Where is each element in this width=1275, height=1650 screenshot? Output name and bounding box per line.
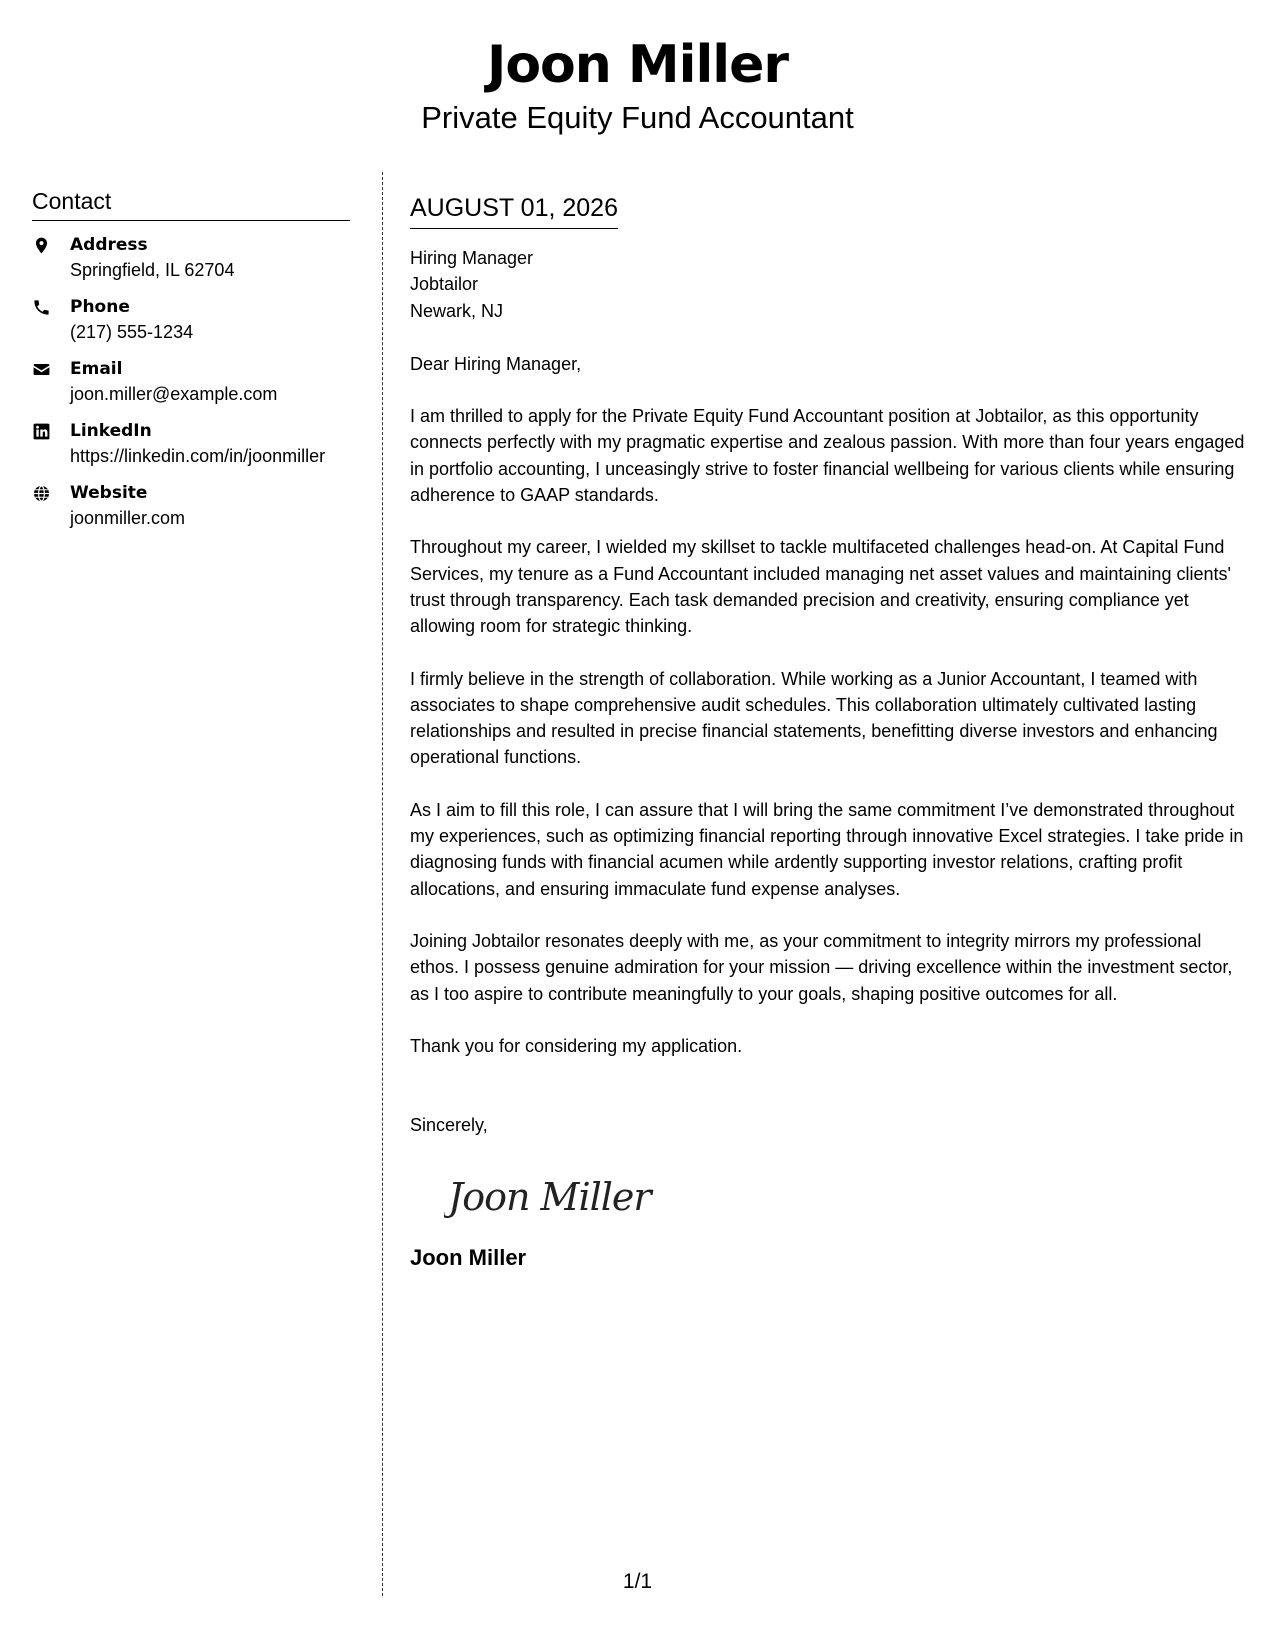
linkedin-icon [32, 419, 70, 441]
applicant-name: Joon Miller [486, 35, 789, 95]
envelope-icon [32, 357, 70, 379]
recipient-line: Hiring Manager [410, 248, 534, 268]
globe-icon [32, 481, 70, 503]
contact-item-website [32, 481, 350, 531]
signature-text: Joon Miller [448, 1175, 651, 1220]
cover-letter-body [410, 192, 1250, 1272]
contact-label: Address [70, 235, 148, 255]
recipient-line: Jobtailor [410, 274, 479, 295]
letter-paragraph: I am thrilled to apply for the Private Equity Fund Accountant position at Jobtailor, as this opportunity connects perfectly with my pragmatic expertise and zealous passion. With more than four years engaged in portfolio accounting, I unceasingly strive to foster financial wellbeing for various clients while ensuring adherence to GAAP standards. [410, 406, 1245, 506]
contact-value-website[interactable]: joonmiller.com [70, 508, 186, 528]
contact-label: Email [70, 359, 123, 379]
contact-value-email: joon.miller@example.com [70, 384, 278, 404]
job-title: Private Equity Fund Accountant [421, 100, 854, 135]
contact-list [32, 233, 350, 531]
contact-value-address: Springfield, IL 62704 [70, 260, 235, 280]
contact-label: LinkedIn [70, 421, 152, 441]
contact-label: Website [70, 483, 148, 503]
contact-value-phone: (217) 555-1234 [70, 322, 194, 342]
signer-name: Joon Miller [410, 1245, 527, 1271]
contact-sidebar [32, 186, 350, 543]
letter-paragraph: I firmly believe in the strength of collaboration. While working as a Junior Accountant, I teamed with associates to shape comprehensive audit schedules. This collaboration ultimately cultivated lasting relationships and resulted in precise financial statements, benefitting diverse investors and enhancing operational functions. [410, 668, 1218, 768]
map-pin-icon [32, 233, 70, 255]
letter-paragraph: As I aim to fill this role, I can assure that I will bring the same commitment I’ve demonstrated throughout my experiences, such as optimizing financial reporting through innovative Excel strategies. I take pride in diagnosing funds with financial acumen while ardently supporting investor relations, crafting profit allocations, and ensuring immaculate fund expense analyses. [410, 799, 1244, 899]
salutation: Dear Hiring Manager, [410, 353, 582, 374]
page-number: 1/1 [622, 1570, 653, 1593]
recipient-block [410, 245, 1250, 324]
letter-paragraph: Joining Jobtailor resonates deeply with me, as your commitment to integrity mirrors my professional ethos. I possess genuine admiration for your mission — driving excellence within the investment sector, as I too aspire to contribute meaningfully to your goals, shaping positive outcomes for all. [410, 930, 1233, 1004]
recipient-line: Newark, NJ [410, 300, 504, 321]
contact-item-phone [32, 295, 350, 345]
column-divider [382, 172, 383, 1596]
contact-heading: Contact [32, 186, 350, 221]
letter-date: AUGUST 01, 2026 [410, 192, 618, 229]
contact-item-linkedin [32, 419, 350, 469]
handwritten-signature [444, 1166, 1250, 1226]
resume-header [0, 34, 1275, 138]
letter-paragraph: Throughout my career, I wielded my skillset to tackle multifaceted challenges head-on. At Capital Fund Services, my tenure as a Fund Accountant included managing net asset values and maintaining clients' trust through transparency. Each task demanded precision and creativity, ensuring compliance yet allowing room for strategic thinking. [410, 537, 1231, 637]
letter-paragraph: Thank you for considering my application. [410, 1035, 743, 1056]
contact-item-address [32, 233, 350, 283]
contact-value-linkedin[interactable]: https://linkedin.com/in/joonmiller [70, 446, 326, 466]
phone-icon [32, 295, 70, 317]
contact-label: Phone [70, 297, 130, 317]
contact-item-email [32, 357, 350, 407]
closing-line: Sincerely, [410, 1115, 488, 1136]
